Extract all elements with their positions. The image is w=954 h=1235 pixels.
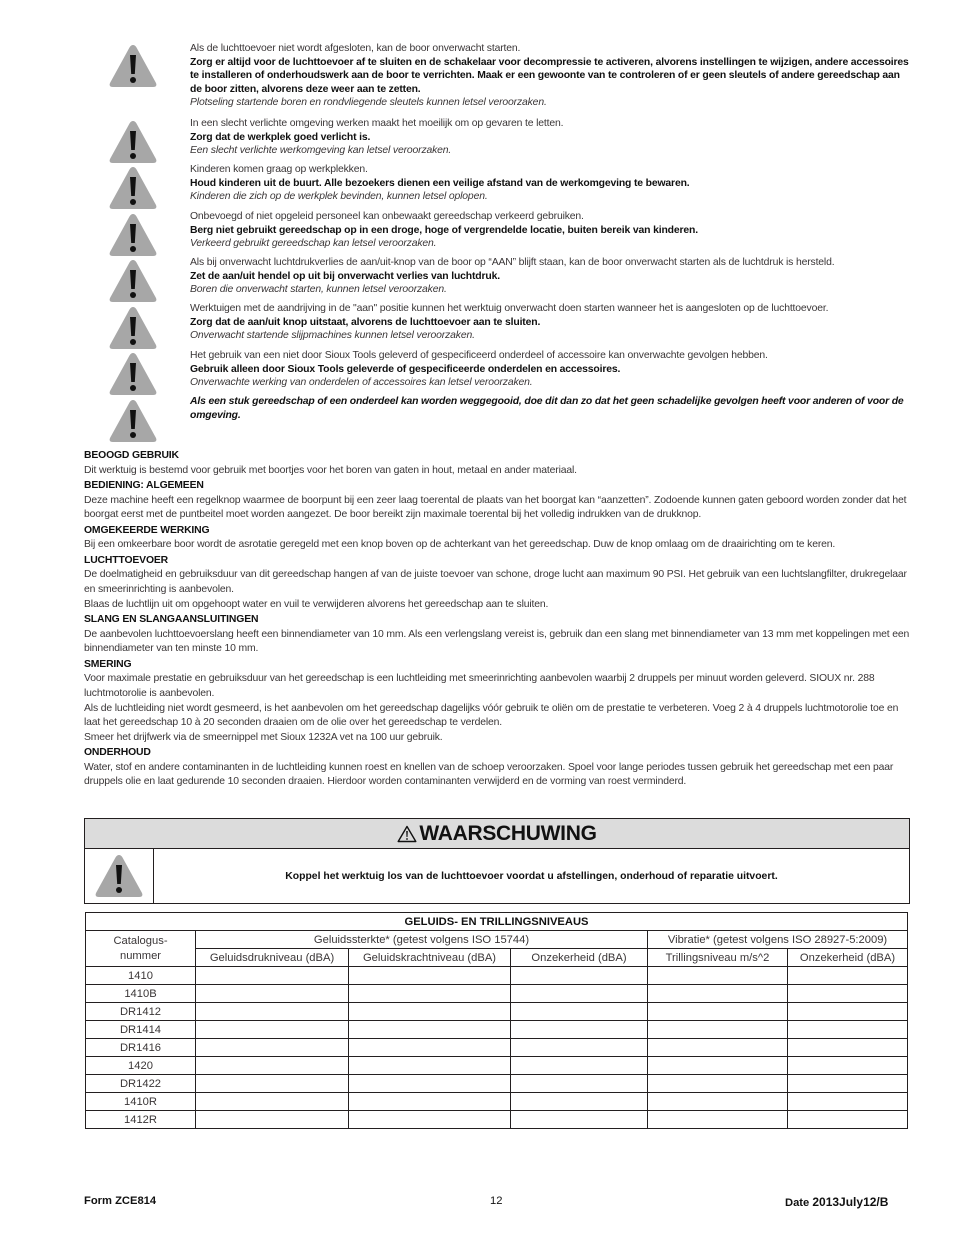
column-header: Geluidskrachtniveau (dBA) xyxy=(349,949,511,967)
warning-block xyxy=(190,256,910,297)
section-paragraph: Als de luchtleiding niet wordt gesmeerd, is het aanbevolen om het gereedschap dagelijks vóór gebruik te oliën om de prestatie te verbeteren. Voeg 2 à 4 druppels luchtmotorolie toe en laat het gereedschap 10 à 20 seconden draaien om de olie over het gereedschap te verdelen. xyxy=(84,702,899,729)
section-heading: ONDERHOUD xyxy=(84,747,151,759)
catalog-number: 1410R xyxy=(86,1093,196,1111)
warning-condition: Het gebruik van een niet door Sioux Tools geleverd of gespecificeerd onderdeel of accessoire kan onverwachte gevolgen hebben. xyxy=(190,350,768,361)
warning-box-icon-cell xyxy=(85,849,154,903)
warning-block xyxy=(190,210,910,251)
catalog-number: DR1414 xyxy=(86,1021,196,1039)
warning-block xyxy=(190,163,910,204)
catalog-number: DR1416 xyxy=(86,1039,196,1057)
warning-condition: Als bij onverwacht luchtdrukverlies de aan/uit-knop van de boor op “AAN” blijft staan, kan de boor onverwacht starten als de luchtdruk is hersteld. xyxy=(190,257,835,268)
footer-form-number: Form ZCE814 xyxy=(84,1195,157,1207)
warning-condition: Onbevoegd of niet opgeleid personeel kan onbewaakt gereedschap verkeerd gebruiken. xyxy=(190,211,584,222)
table-row xyxy=(86,1093,908,1111)
table-row xyxy=(86,1021,908,1039)
catalog-number: 1410 xyxy=(86,967,196,985)
warning-instruction: Gebruik alleen door Sioux Tools geleverde of gespecificeerde onderdelen en accessoires. xyxy=(190,363,621,375)
column-header: Geluidsdrukniveau (dBA) xyxy=(196,949,349,967)
noise-vibration-table xyxy=(85,912,908,1129)
column-header: Onzekerheid (dBA) xyxy=(511,949,648,967)
instruction-sections xyxy=(84,448,910,790)
section-maintenance xyxy=(84,745,910,790)
section-lubrication xyxy=(84,657,910,745)
catalog-number: DR1412 xyxy=(86,1003,196,1021)
warning-condition: Als de luchttoevoer niet wordt afgesloten, kan de boor onverwacht starten. xyxy=(190,43,521,54)
warning-instruction: Berg niet gebruikt gereedschap op in een droge, hoge of vergrendelde locatie, buiten bereik van kinderen. xyxy=(190,224,698,236)
section-paragraph: Blaas de luchtlijn uit om opgehoopt water en vuil te verwijderen alvorens het gereedschap aan te sluiten. xyxy=(84,598,549,610)
section-air-supply xyxy=(84,553,910,612)
warning-box xyxy=(84,818,910,904)
warning-condition: Werktuigen met de aandrijving in de "aan" positie kunnen het werktuig onverwacht doen starten wanneer het is aangesloten op de luchttoevoer. xyxy=(190,303,829,314)
section-paragraph: Bij een omkeerbare boor wordt de asrotatie geregeld met een knop boven op de achterkant van het gereedschap. Duw de knop omlaag om de draairichting om te keren. xyxy=(84,539,836,551)
warning-block xyxy=(190,42,910,110)
warning-triangle-icon xyxy=(397,825,417,843)
warning-condition: Kinderen komen graag op werkplekken. xyxy=(190,164,368,175)
warning-disposal-note: Als een stuk gereedschap of een onderdeel kan worden weggegooid, doe dit dan zo dat het geen schadelijke gevolgen heeft voor anderen of voor de omgeving. xyxy=(190,396,904,421)
warning-icon xyxy=(108,258,158,304)
section-paragraph: De aanbevolen luchttoevoerslang heeft een binnendiameter van 10 mm. Als een verlengslang vereist is, gebruik dan een slang met binnendiameter van 13 mm met koppelingen met een binnendiameter van ten minste 10 mm. xyxy=(84,628,910,655)
section-heading: SMERING xyxy=(84,658,132,670)
warning-instruction: Zorg dat de aan/uit knop uitstaat, alvorens de luchttoevoer aan te sluiten. xyxy=(190,316,541,328)
warning-icon xyxy=(108,398,158,444)
table-row xyxy=(86,985,908,1003)
warning-block xyxy=(190,302,910,343)
warning-consequence: Onverwacht startende slijpmachines kunnen letsel veroorzaken. xyxy=(190,330,475,342)
warning-instruction: Zorg er altijd voor de luchttoevoer af te sluiten en de schakelaar voor decompressie te activeren, alvorens instellingen te wijzigen, andere accessoires te installeren of onderhoudswerk aan de boor te verrichten. Maak er een gewoonte van te controleren of er geen sleutels of andere gereedschap aan de boor zitten, alvorens deze weer aan te zetten. xyxy=(190,56,909,95)
section-paragraph: Voor maximale prestatie en gebruiksduur van het gereedschap is een luchtleiding met smeerinrichting aanbevolen waarbij 2 druppels per minuut worden geleverd. SIOUX nr. 288 luchtmotorolie is aanbevolen. xyxy=(84,673,875,699)
table-title: GELUIDS- EN TRILLINGSNIVEAUS xyxy=(86,913,908,931)
warning-condition: In een slecht verlichte omgeving werken maakt het moeilijk om op gevaren te letten. xyxy=(190,118,564,129)
section-heading: LUCHTTOEVOER xyxy=(84,554,169,566)
footer-date-value: 2013July12/B xyxy=(812,1195,889,1209)
section-heading: BEDIENING: ALGEMEEN xyxy=(84,480,204,492)
catalog-number: 1410B xyxy=(86,985,196,1003)
section-intended-use xyxy=(84,448,910,478)
warning-block xyxy=(190,395,910,422)
warning-consequence: Verkeerd gebruikt gereedschap kan letsel veroorzaken. xyxy=(190,238,437,250)
table-row xyxy=(86,967,908,985)
catalog-number-header: Catalogus- nummer xyxy=(86,931,196,967)
section-heading: OMGEKEERDE WERKING xyxy=(84,524,210,536)
warning-consequence: Een slecht verlichte werkomgeving kan letsel veroorzaken. xyxy=(190,145,452,157)
table-row xyxy=(86,1057,908,1075)
warning-icon xyxy=(108,43,158,89)
section-paragraph: Dit werktuig is bestemd voor gebruik met boortjes voor het boren van gaten in hout, metaal en ander materiaal. xyxy=(84,464,577,476)
warning-consequence: Plotseling startende boren en rondvliegende sleutels kunnen letsel veroorzaken. xyxy=(190,97,547,109)
footer-date xyxy=(785,1195,888,1209)
warning-icon xyxy=(108,119,158,165)
vibration-group-header: Vibratie* (getest volgens ISO 28927-5:2009) xyxy=(648,931,908,949)
section-heading: SLANG EN SLANGAANSLUITINGEN xyxy=(84,614,259,626)
warning-icon xyxy=(94,853,144,899)
warning-icon xyxy=(108,165,158,211)
warning-instruction: Zorg dat de werkplek goed verlicht is. xyxy=(190,131,371,143)
warning-box-body xyxy=(85,849,909,903)
section-reverse-operation xyxy=(84,523,910,553)
catalog-number: 1412R xyxy=(86,1111,196,1129)
warning-consequence: Onverwachte werking van onderdelen of accessoires kan letsel veroorzaken. xyxy=(190,377,533,389)
catalog-number: 1420 xyxy=(86,1057,196,1075)
warning-box-title-bar xyxy=(85,819,909,849)
section-paragraph: Deze machine heeft een regelknop waarmee de boorpunt bij een zeer laag toerental de plaats van het boorgat kan “aanzetten”. Zodoende kunnen gaten geboord worden zonder dat het boorgat eerst met de puntbeitel moet worden aangezet. De boor bereikt zijn maximale toerental bij het volledig indrukken van de drukknop. xyxy=(84,494,907,521)
table-row xyxy=(86,1039,908,1057)
sound-group-header: Geluidssterkte* (getest volgens ISO 15744) xyxy=(196,931,648,949)
warning-box-message: Koppel het werktuig los van de luchttoevoer voordat u afstellingen, onderhoud of reparatie uitvoert. xyxy=(285,870,778,882)
section-paragraph: De doelmatigheid en gebruiksduur van dit gereedschap hangen af van de juiste toevoer van schone, droge lucht aan maximum 90 PSI. Het gebruik van een luchtslangfilter, drukregelaar en smeerinrichting is aanbevolen. xyxy=(84,569,907,595)
column-header: Trillingsniveau m/s^2 xyxy=(648,949,788,967)
warning-icon xyxy=(108,212,158,258)
table-row xyxy=(86,1003,908,1021)
warning-block xyxy=(190,349,910,390)
warning-instruction: Houd kinderen uit de buurt. Alle bezoekers dienen een veilige afstand van de werkomgeving te bewaren. xyxy=(190,177,690,189)
section-heading: BEOOGD GEBRUIK xyxy=(84,450,179,461)
table-row xyxy=(86,1111,908,1129)
table-row xyxy=(86,1075,908,1093)
section-paragraph: Water, stof en andere contaminanten in de luchtleiding kunnen roest en knellen van de schoep veroorzaken. Spoel voor lange periodes tussen gebruik het gereedschap met een paar druppels olie en laat gedurende 10 seconden draaien. Hierdoor worden contaminanten verwijderd en de vorming van roest verminderd. xyxy=(84,761,894,788)
warning-icon xyxy=(108,351,158,397)
warning-instruction: Zet de aan/uit hendel op uit bij onverwacht verlies van luchtdruk. xyxy=(190,270,500,282)
warning-block xyxy=(190,117,910,158)
catalog-number: DR1422 xyxy=(86,1075,196,1093)
warning-icon xyxy=(108,305,158,351)
section-paragraph: Smeer het drijfwerk via de smeernippel met Sioux 1232A vet na 100 uur gebruik. xyxy=(84,731,443,743)
warning-consequence: Boren die onverwacht starten, kunnen letsel veroorzaken. xyxy=(190,284,447,296)
footer-page-number: 12 xyxy=(490,1195,503,1207)
footer-date-label: Date xyxy=(785,1197,810,1209)
warning-box-title: WAARSCHUWING xyxy=(419,821,597,845)
column-header: Onzekerheid (dBA) xyxy=(788,949,908,967)
section-hose xyxy=(84,612,910,657)
warning-consequence: Kinderen die zich op de werkplek bevinden, kunnen letsel oplopen. xyxy=(190,191,488,203)
section-operation-general xyxy=(84,478,910,523)
